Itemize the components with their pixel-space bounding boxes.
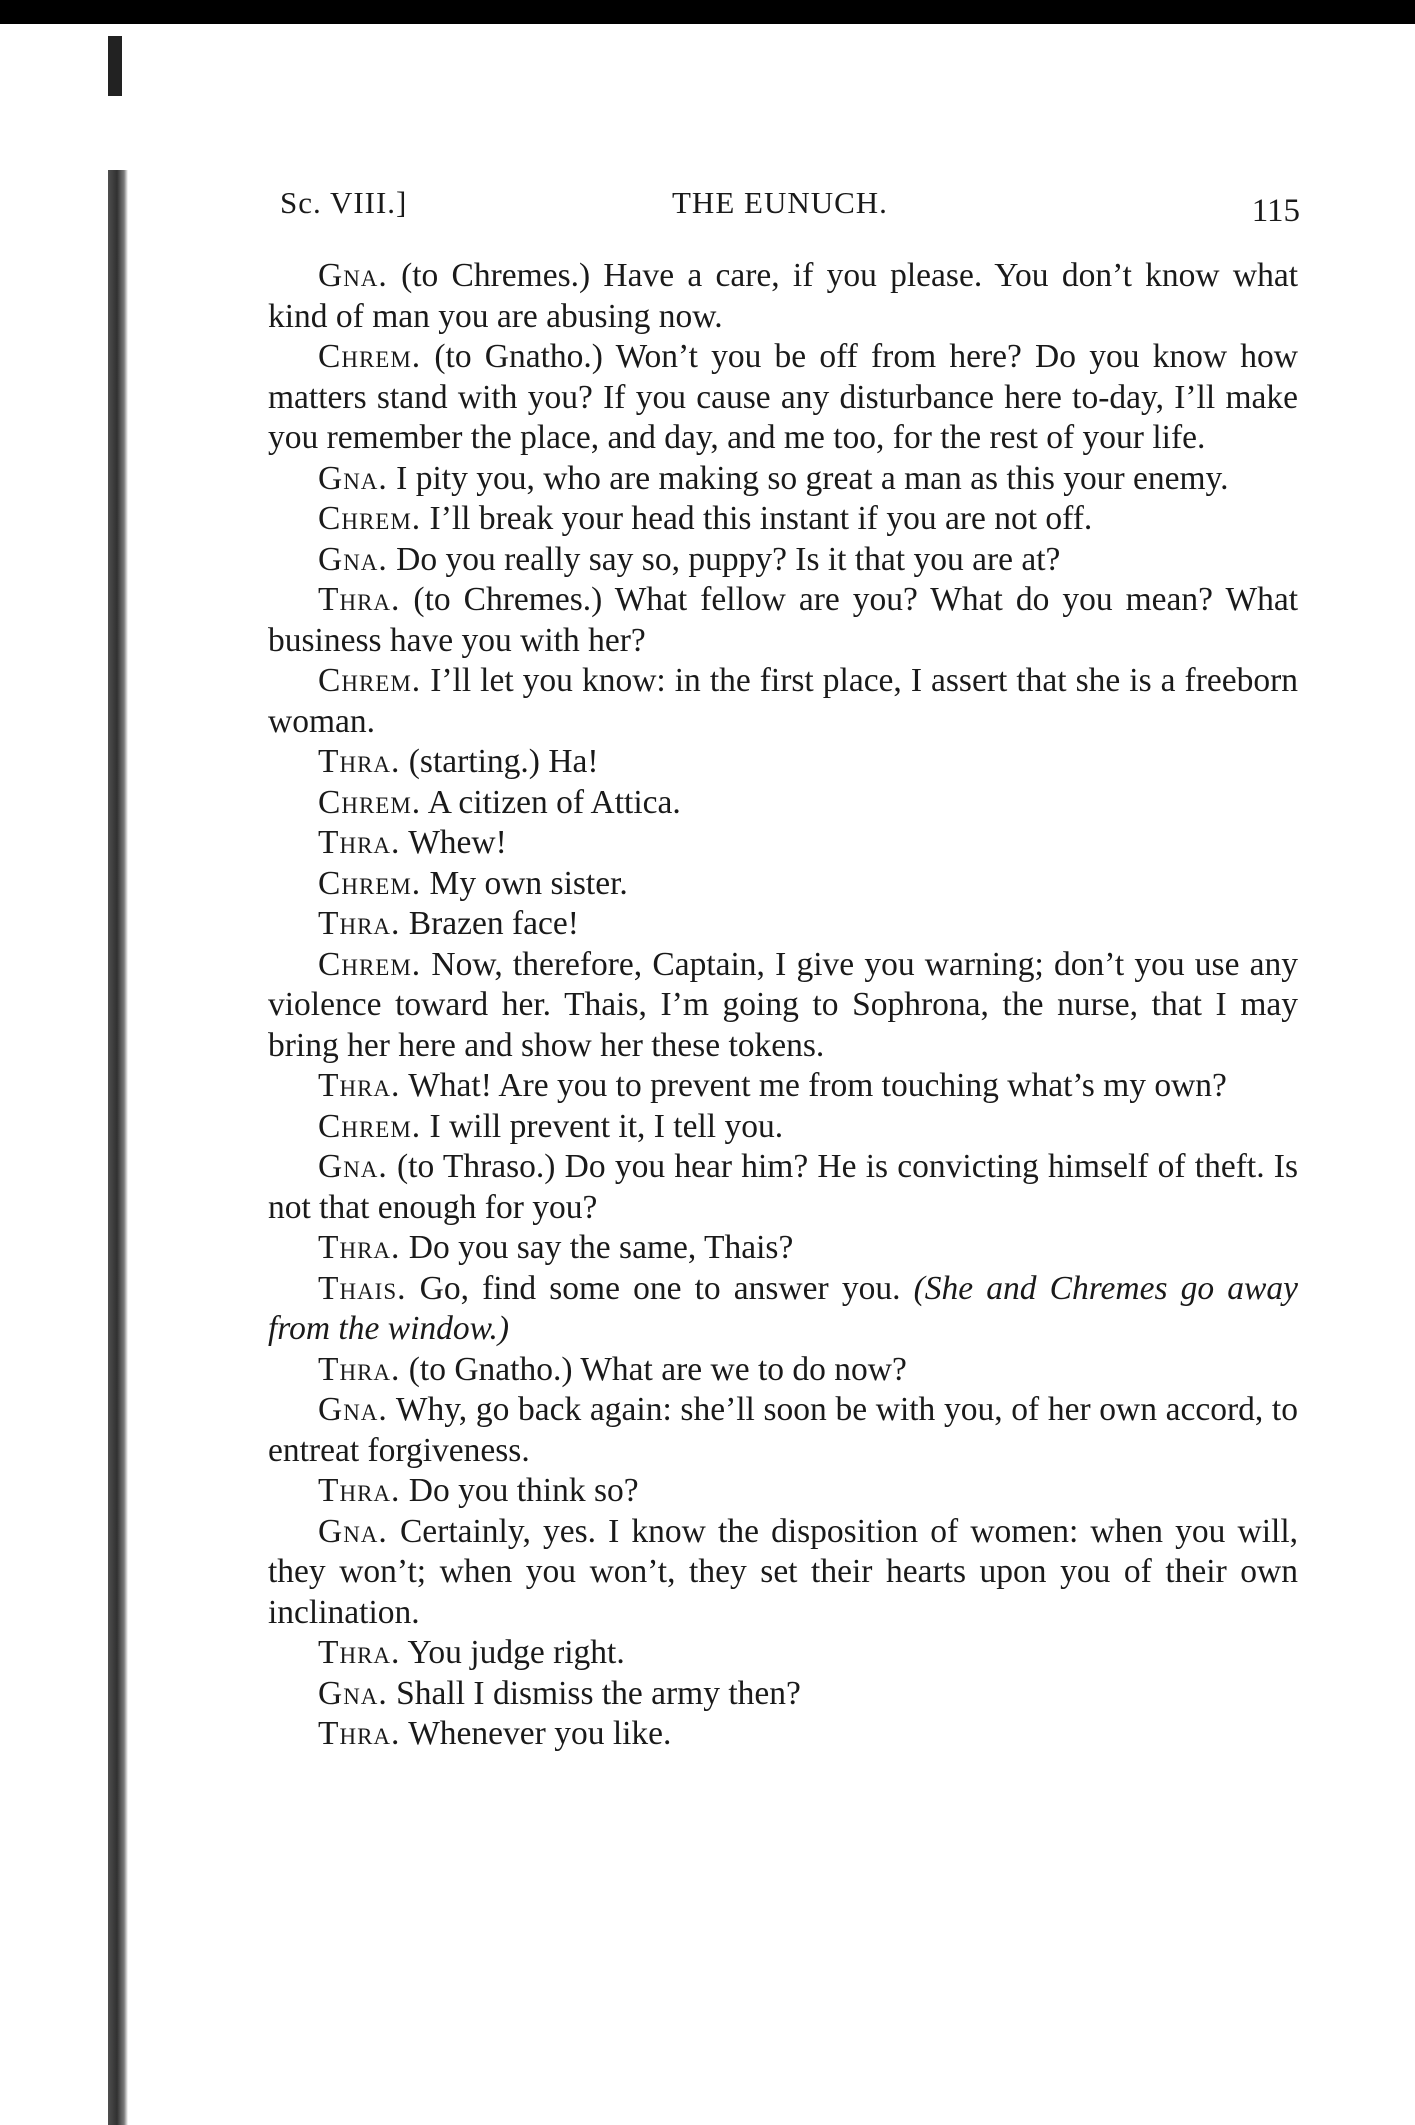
dialogue-paragraph: [268, 540, 1298, 581]
spoken-line: A citizen of Attica.: [427, 783, 681, 821]
dialogue-paragraph: [268, 945, 1298, 1067]
stage-direction: (to Thraso.): [397, 1148, 556, 1185]
speaker-name: Thra.: [318, 1634, 401, 1671]
spoken-line: What! Are you to prevent me from touching what’s my own?: [408, 1067, 1227, 1104]
spoken-line: Now, therefore, Captain, I give you warning; don’t you use any violence toward her. Thais, I’m going to Sophrona, the nurse, that I may bring her here and show her these tokens.: [268, 945, 1299, 1064]
spoken-line: Brazen face!: [408, 905, 579, 942]
spoken-line: Ha!: [548, 743, 599, 780]
dialogue-paragraph: [268, 661, 1298, 742]
spoken-line: I pity you, who are making so great a man as this your enemy.: [396, 459, 1229, 497]
dialogue-paragraph: [268, 742, 1298, 783]
dialogue-paragraph: [268, 1228, 1298, 1269]
dialogue-paragraph: [268, 783, 1298, 824]
dialogue-paragraph: [268, 1107, 1298, 1148]
stage-direction: (starting.): [408, 743, 540, 780]
spoken-line: Whew!: [408, 824, 507, 861]
dialogue-paragraph: [268, 1350, 1298, 1391]
dialogue-paragraph: [268, 1471, 1298, 1512]
scene-marker: Sc. VIII.]: [280, 185, 408, 220]
dialogue-paragraph: [268, 1269, 1298, 1350]
dialogue-paragraph: [268, 823, 1298, 864]
speaker-name: Chrem.: [318, 500, 422, 537]
spoken-line: Do you think so?: [408, 1472, 639, 1509]
stage-direction: (to Gnatho.): [434, 338, 603, 375]
scan-top-border: [0, 0, 1415, 24]
dialogue-paragraph: [268, 1066, 1298, 1107]
dialogue-paragraph: [268, 499, 1298, 540]
dialogue-paragraph: [268, 337, 1298, 459]
speaker-name: Thra.: [318, 1067, 401, 1104]
speaker-name: Thra.: [318, 743, 401, 780]
speaker-name: Gna.: [318, 257, 388, 294]
dialogue-paragraph: [268, 1633, 1298, 1674]
spoken-line: Do you really say so, puppy? Is it that you are at?: [396, 540, 1061, 578]
spoken-line: Won’t you be off from here? Do you know how matters stand with you? If you cause any disturbance here to-day, I’ll make you remember the place, and day, and me too, for the rest of your life.: [268, 338, 1298, 456]
speaker-name: Gna.: [318, 1148, 388, 1185]
dialogue-paragraph: [268, 864, 1298, 905]
speaker-name: Gna.: [318, 1674, 388, 1712]
page-number: 115: [1251, 193, 1300, 229]
speaker-name: Thais.: [318, 1269, 407, 1307]
running-title: THE EUNUCH.: [672, 185, 888, 220]
dialogue-paragraph: [268, 904, 1298, 945]
dialogue-paragraph: [268, 1674, 1298, 1715]
spoken-line: Shall I dismiss the army then?: [396, 1674, 801, 1712]
dialogue-paragraph: [268, 1147, 1298, 1228]
spoken-line: My own sister.: [429, 864, 628, 902]
spoken-line: Do you say the same, Thais?: [408, 1229, 794, 1266]
stage-direction: (to Gnatho.): [408, 1350, 573, 1388]
dialogue-paragraph: [268, 1714, 1298, 1755]
speaker-name: Gna.: [318, 1512, 388, 1550]
spoken-line: I’ll let you know: in the first place, I assert that she is a freeborn woman.: [268, 662, 1298, 740]
stage-direction: (to Chremes.): [413, 581, 603, 618]
speaker-name: Chrem.: [318, 1107, 422, 1145]
speaker-name: Gna.: [318, 459, 388, 497]
binding-edge-top: [108, 36, 122, 96]
binding-edge: [108, 170, 128, 2125]
speaker-name: Chrem.: [318, 864, 422, 902]
speaker-name: Chrem.: [318, 662, 422, 699]
spoken-line: Do you hear him? He is convicting himself of theft. Is not that enough for you?: [268, 1148, 1298, 1226]
speaker-name: Thra.: [318, 905, 401, 942]
speaker-name: Thra.: [318, 1229, 401, 1266]
speaker-name: Gna.: [318, 540, 388, 578]
dialogue-paragraph: [268, 256, 1298, 337]
stage-direction: (She and Chremes go away from the window.): [268, 1269, 1299, 1347]
speaker-name: Thra.: [318, 1350, 401, 1388]
spoken-line: Have a care, if you please. You don’t know what kind of man you are abusing now.: [268, 257, 1299, 335]
dialogue-paragraph: [268, 1390, 1298, 1471]
speaker-name: Thra.: [318, 581, 401, 618]
speaker-name: Thra.: [318, 1472, 401, 1509]
spoken-line: You judge right.: [407, 1634, 625, 1671]
dialogue-body: [268, 256, 1298, 1755]
spoken-line: I will prevent it, I tell you.: [429, 1107, 784, 1145]
speaker-name: Thra.: [318, 824, 401, 861]
spoken-line: Certainly, yes. I know the disposition of women: when you will, they won’t; when you won’t, they set their hearts upon you of their own inclination.: [268, 1512, 1299, 1631]
speaker-name: Thra.: [318, 1715, 401, 1752]
dialogue-paragraph: [268, 1512, 1298, 1634]
speaker-name: Gna.: [318, 1391, 388, 1428]
spoken-line: Whenever you like.: [408, 1715, 672, 1752]
spoken-line: I’ll break your head this instant if you are not off.: [429, 500, 1093, 537]
spoken-line: What are we to do now?: [580, 1350, 907, 1388]
stage-direction: (to Chremes.): [401, 257, 591, 294]
dialogue-paragraph: [268, 580, 1298, 661]
dialogue-paragraph: [268, 459, 1298, 500]
speaker-name: Chrem.: [318, 338, 422, 375]
spoken-line: Go, find some one to answer you.: [419, 1269, 901, 1307]
spoken-line: What fellow are you? What do you mean? What business have you with her?: [268, 581, 1298, 659]
speaker-name: Chrem.: [318, 945, 422, 983]
speaker-name: Chrem.: [318, 783, 422, 821]
spoken-line: Why, go back again: she’ll soon be with you, of her own accord, to entreat forgiveness.: [268, 1391, 1298, 1469]
running-header: [280, 185, 1300, 235]
